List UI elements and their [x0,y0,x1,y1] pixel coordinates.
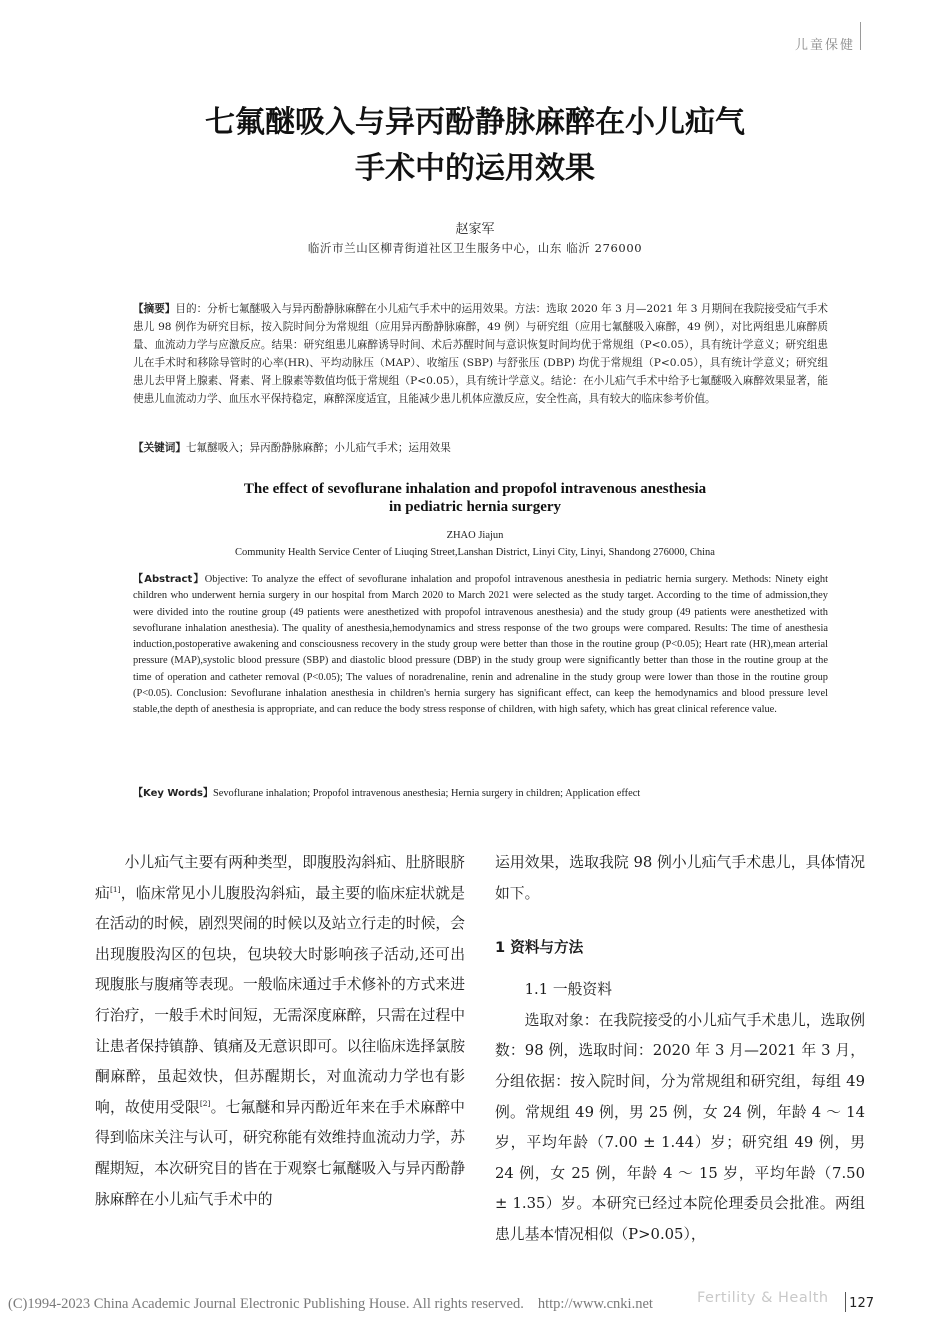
keywords-en-label: 【Key Words】 [133,788,213,799]
article-title-en [0,480,950,516]
title-en-line-2: in pediatric hernia surgery [388,499,562,515]
author-en: ZHAO Jiajun [446,530,504,541]
page-number: 127 [849,1296,874,1311]
abstract-en-text: Objective: To analyze the effect of sevoflurane inhalation and propofol intravenous anesthesia in pediatric hernia surgery. Methods: Ninety eight children who underwent hernia surgery in our hospital from March 2020 to March 2021 were selected as the study target. According to the time of admission,they were divided into the routine group (49 patients were anesthetized with propofol intravenous anesthesia) and the study group (49 patients were anesthetized with sevoflurane inhalation anesthesia). The quality of anesthesia,hemodynamics and stress response of the two groups were compared. Results: The time of anesthesia induction,postoperative awakening and consciousness recovery in the study group were better than those in the routine group (P<0.05); Heart rate (HR),mean arterial pressure (MAP),systolic blood pressure (SBP) and diastolic blood pressure (DBP) in the study group were significantly better than those in the routine group at the time of operation and catheter removal (P<0.05); The values of noradrenaline, renin and adrenaline in the study group were lower than those in the routine group (P<0.05). Conclusion: Sevoflurane inhalation anesthesia in children's hernia surgery has significant effect, can keep the hemodynamics and blood pressure level stable,the depth of anesthesia is appropriate, and can reduce the body stress response of children, with high safety, which has great clinical reference value. [133,574,828,715]
body-text: 小儿疝气主要有两种类型，即腹股沟斜疝、肚脐眼脐疝 [95,854,465,902]
body-text: ，临床常见小儿腹股沟斜疝，最主要的临床症状就是在活动的时候，剧烈哭闹的时候以及站立行走的时候，会出现腹股沟区的包块，包块较大时影响孩子活动,还可出现腹胀与腹痛等表现。一般临床通过手术修补的方式来进行治疗，一般手术时间短，无需深度麻醉，只需在过程中让患者保持镇静、镇痛及无意识即可。以往临床选择氯胺酮麻醉，虽起效快，但苏醒期长，对血流动力学也有影响，故使用受限 [95,884,465,1116]
section-divider [860,22,861,50]
article-title [0,100,950,192]
abstract-en [133,572,828,718]
title-line-2: 手术中的运用效果 [355,151,595,186]
section-tag: 儿童保健 [794,38,855,53]
page-number-divider [845,1292,846,1312]
body-right-column [495,848,865,1251]
citation-ref: [2] [199,1098,211,1108]
abstract-cn [133,300,828,409]
keywords-cn-label: 【关键词】 [133,442,186,454]
abstract-cn-label: 【摘要】 [133,303,176,315]
body-paragraph [95,848,465,1215]
abstract-en-label: 【Abstract】 [133,574,205,585]
keywords-en-text: Sevoflurane inhalation; Propofol intravenous anesthesia; Hernia surgery in children; Application effect [212,788,641,799]
copyright-footer [8,1296,653,1313]
subsection-heading: 1.1 一般资料 [524,981,613,999]
section-heading: 1 资料与方法 [495,939,584,957]
cnki-url[interactable]: http://www.cnki.net [537,1296,653,1312]
title-line-1: 七氟醚吸入与异丙酚静脉麻醉在小儿疝气 [205,105,745,140]
affiliation-cn: 临沂市兰山区柳青街道社区卫生服务中心，山东 临沂 276000 [307,241,643,255]
keywords-cn-text: 七氟醚吸入；异丙酚静脉麻醉；小儿疝气手术；运用效果 [185,442,451,454]
citation-ref: [1] [109,884,121,894]
abstract-cn-text: 目的：分析七氟醚吸入与异丙酚静脉麻醉在小儿疝气手术中的运用效果。方法：选取 2020 年 3 月—2021 年 3 月期间在我院接受疝气手术患儿 98 例作为研究目标，按入院时间分为常规组（应用异丙酚静脉麻醉，49 例）与研究组（应用七氟醚吸入麻醉，49 例），对比两组患儿麻醉质量、血流动力学与应激反应。结果：研究组患儿麻醉诱导时间、术后苏醒时间与意识恢复时间均优于常规组（P<0.05），具有统计学意义；研究组患儿在手术时和移除导管时的心率(HR)、平均动脉压（MAP）、收缩压 (SBP) 与舒张压 (DBP) 均优于常规组（P<0.05），具有统计学意义；研究组患儿去甲肾上腺素、肾素、肾上腺素等数值均低于常规组（P<0.05），具有统计学意义。结论：在小儿疝气手术中给予七氟醚吸入麻醉效果显著，能使患儿血流动力学、血压水平保持稳定，麻醉深度适宜，且能减少患儿机体应激反应，安全性高，具有较大的临床参考价值。 [133,303,829,406]
keywords-en [133,786,828,802]
body-text: 。七氟醚和异丙酚近年来在手术麻醉中得到临床关注与认可，研究称能有效维持血流动力学，苏醒期短，本次研究目的皆在于观察七氟醚吸入与异丙酚静脉麻醉在小儿疝气手术中的 [95,1098,465,1208]
title-en-line-1: The effect of sevoflurane inhalation and propofol intravenous anesthesia [243,481,707,497]
body-paragraph-continued: 运用效果，选取我院 98 例小儿疝气手术患儿，具体情况如下。 [495,854,865,902]
body-paragraph: 选取对象：在我院接受的小儿疝气手术患儿，选取例数：98 例，选取时间：2020 年 3 月—2021 年 3 月，分组依据：按入院时间，分为常规组和研究组，每组 49 例。常规组 49 例，男 25 例，女 24 例，年龄 4 ～ 14 岁，平均年龄（7.00 ± 1.44）岁；研究组 49 例，男 24 例，女 25 例，年龄 4 ～ 15 岁，平均年龄（7.50 ± 1.35）岁。本研究已经过本院伦理委员会批准。两组患儿基本情况相似（P>0.05）， [495,1011,865,1243]
keywords-cn [133,440,828,456]
author-cn: 赵家军 [455,222,495,237]
affiliation-en: Community Health Service Center of Liuqing Street,Lanshan District, Linyi City, Linyi, Shandong 276000, China [235,547,715,558]
copyright-text: (C)1994-2023 China Academic Journal Electronic Publishing House. All rights reserved. [8,1296,524,1312]
body-left-column [95,848,465,1215]
journal-name: Fertility & Health [697,1290,829,1306]
